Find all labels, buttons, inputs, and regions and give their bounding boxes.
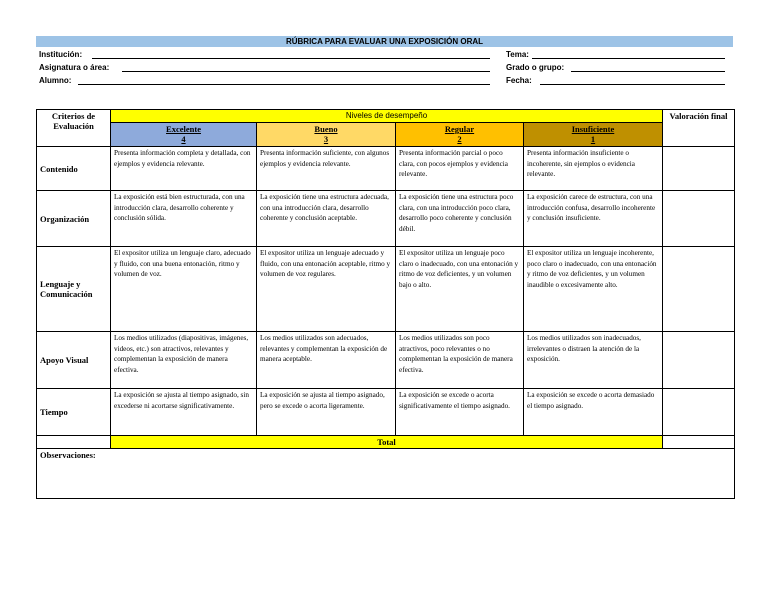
descriptor-cell: La exposición carece de estructura, con una introducción confusa, desarrollo incoherente y conclusión insuficiente. — [524, 191, 663, 247]
descriptor-cell: Presenta información parcial o poco clara, con pocos ejemplos y evidencia relevante. — [396, 147, 524, 191]
criterion-organizacion: Organización — [37, 191, 111, 247]
descriptor-cell: Presenta información completa y detallada, con ejemplos y evidencia relevante. — [111, 147, 257, 191]
descriptor-cell: El expositor utiliza un lenguaje adecuado y fluido, con una entonación aceptable, ritmo y volumen de voz regulares. — [257, 247, 396, 332]
valoracion-cell[interactable] — [663, 332, 735, 389]
niveles-header: Niveles de desempeño — [111, 110, 663, 123]
descriptor-cell: Presenta información suficiente, con algunos ejemplos y evidencia relevante. — [257, 147, 396, 191]
descriptor-cell: La exposición tiene una estructura poco clara, con una introducción poco clara, desarrollo poco coherente y conclusión débil. — [396, 191, 524, 247]
descriptor-cell: Los medios utilizados son poco atractivos, poco relevantes o no complementan la exposición de manera efectiva. — [396, 332, 524, 389]
level-header-insuficiente — [524, 123, 663, 147]
grado-label: Grado o grupo: — [506, 63, 565, 72]
level-name: Excelente — [166, 124, 201, 134]
document-title: RÚBRICA PARA EVALUAR UNA EXPOSICIÓN ORAL — [36, 36, 733, 47]
level-name: Bueno — [314, 124, 338, 134]
valoracion-cell[interactable] — [663, 191, 735, 247]
observaciones-field[interactable] — [37, 449, 735, 499]
valoracion-cell[interactable] — [663, 389, 735, 436]
valoracion-cell[interactable] — [663, 247, 735, 332]
observaciones-label: Observaciones: — [40, 450, 96, 460]
criterion-tiempo: Tiempo — [37, 389, 111, 436]
descriptor-cell: La exposición se excede o acorta demasiado el tiempo asignado. — [524, 389, 663, 436]
criterios-header: Criterios de Evaluación — [37, 110, 111, 147]
criterion-lenguaje: Lenguaje y Comunicación — [37, 247, 111, 332]
table-row — [37, 247, 735, 332]
criterion-contenido: Contenido — [37, 147, 111, 191]
level-score: 3 — [323, 134, 329, 144]
valoracion-header: Valoración final — [663, 110, 735, 147]
level-name: Regular — [444, 124, 475, 134]
grado-line[interactable] — [571, 71, 725, 72]
table-row — [37, 147, 735, 191]
descriptor-cell: Presenta información insuficiente o incoherente, sin ejemplos o evidencia relevante. — [524, 147, 663, 191]
table-row — [37, 389, 735, 436]
descriptor-cell: El expositor utiliza un lenguaje poco claro o inadecuado, con una entonación y ritmo de voz deficientes, y un volumen bajo o alto. — [396, 247, 524, 332]
fecha-label: Fecha: — [506, 76, 532, 85]
asignatura-line[interactable] — [122, 71, 490, 72]
level-header-excelente — [111, 123, 257, 147]
descriptor-cell: El expositor utiliza un lenguaje claro, adecuado y fluido, con una buena entonación, ritmo y volumen de voz. — [111, 247, 257, 332]
descriptor-cell: La exposición se ajusta al tiempo asignado, pero se excede o acorta ligeramente. — [257, 389, 396, 436]
fecha-line[interactable] — [540, 84, 725, 85]
alumno-line[interactable] — [78, 84, 490, 85]
descriptor-cell: La exposición se ajusta al tiempo asignado, sin excederse ni acortarse significativamente. — [111, 389, 257, 436]
level-name: Insuficiente — [571, 124, 615, 134]
level-score: 1 — [590, 134, 596, 144]
level-score: 4 — [181, 134, 186, 144]
descriptor-cell: La exposición se excede o acorta significativamente el tiempo asignado. — [396, 389, 524, 436]
level-header-regular — [396, 123, 524, 147]
descriptor-cell: Los medios utilizados son inadecuados, irrelevantes o distraen la atención de la exposición. — [524, 332, 663, 389]
descriptor-cell: El expositor utiliza un lenguaje incoherente, poco claro o inadecuado, con una entonación y ritmo de voz deficientes, y un volumen inaudible o excesivamente alto. — [524, 247, 663, 332]
institucion-line[interactable] — [92, 58, 490, 59]
level-header-bueno — [257, 123, 396, 147]
descriptor-cell: La exposición está bien estructurada, con una introducción clara, desarrollo coherente y conclusión sólida. — [111, 191, 257, 247]
descriptor-cell: Los medios utilizados son adecuados, relevantes y complementan la exposición de manera aceptable. — [257, 332, 396, 389]
rubric-table — [36, 109, 735, 499]
total-spacer — [37, 436, 111, 449]
table-row — [37, 191, 735, 247]
tema-label: Tema: — [506, 50, 529, 59]
total-value-cell[interactable] — [663, 436, 735, 449]
descriptor-cell: La exposición tiene una estructura adecuada, con una introducción clara, desarrollo coherente y conclusión aceptable. — [257, 191, 396, 247]
descriptor-cell: Los medios utilizados (diapositivas, imágenes, videos, etc.) son atractivos, relevantes y complementan la exposición de manera efectiva. — [111, 332, 257, 389]
table-row — [37, 332, 735, 389]
alumno-label: Alumno: — [39, 76, 72, 85]
criterion-apoyo-visual: Apoyo Visual — [37, 332, 111, 389]
valoracion-cell[interactable] — [663, 147, 735, 191]
level-score: 2 — [457, 134, 462, 144]
tema-line[interactable] — [532, 58, 725, 59]
total-label: Total — [111, 436, 663, 449]
asignatura-label: Asignatura o área: — [39, 63, 110, 72]
institucion-label: Institución: — [39, 50, 83, 59]
